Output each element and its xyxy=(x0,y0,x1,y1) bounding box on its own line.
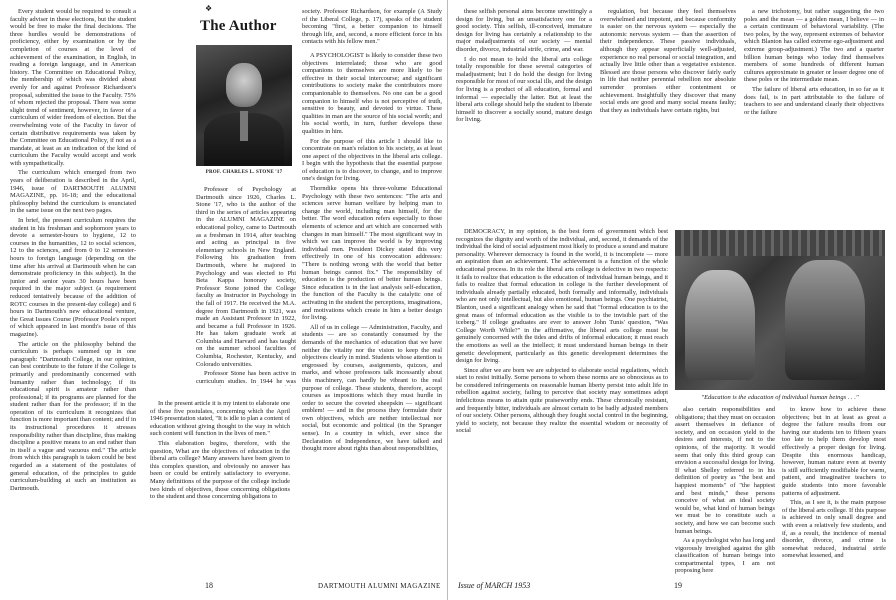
right-column-3-top xyxy=(744,8,884,222)
paragraph: also certain responsibilities and obligations; that they must on occasion assert themselves in defiance of society, and on occasion yield to the desires and interests, if not to the opinions, of the majority. It would seem that only this third group can envision a successful design for living. If what Shelley referred to in his definition of poetry as "the best and happiest moments" of "the happiest and best minds," these persons conceive of what an ideal society would be, what kind of human beings we must be to constitute such a society, and how we can become such human beings. xyxy=(675,406,775,535)
left-column-1 xyxy=(10,8,136,578)
classroom-photo-caption: "Education is the education of individual human beings . . ." xyxy=(701,394,859,401)
paragraph: The article on the philosophy behind the curriculum is perhaps summed up in one paragraph: "Dartmouth College, in our opinion, can best contribute to the future if the College is primarily and predominantly concerned with humanity rather than technology; if its educational spirit is amateur rather than professional; if its programs are planned for the student rather than for the professor; if in the operation of its curriculum it recognizes that function is more important than content; and if in its instructional procedures it stresses responsibility rather than discipline, thus making discipline a positive means to an end rather than in itself a vague and vacuous end." The article from which this paragraph is taken could be best regarded as a statement of the postulates of general education, of the principles to guide curriculum-building at such an institution as Dartmouth. xyxy=(10,340,136,492)
right-column-3-bottom xyxy=(782,406,886,578)
right-column-2-top xyxy=(600,8,736,222)
right-column-1-top xyxy=(456,8,592,222)
left-page-number: 18 xyxy=(205,581,213,590)
article-title: The Author xyxy=(200,18,277,34)
paragraph: DEMOCRACY, in my opinion, is the best form of government which best recognizes the dignity and worth of the individual, and, second, it demands of the individual the kind of social adjustment most likely to produce a sound and mature personality. Wherever democracy is found in the world, it is incomplete — more an aspiration than an achievement. The achievement is a function of the whole educational process. In its role the liberal arts college is defective in two respects: it fails to realize that education is the education of individual human beings, and it fails to realize that formal education in college is the further development of individuals already partially educated, both formally and informally, individuals who are not only intellectual, but also emotional, human beings. One psychiatrist, Blanton, used a significant analogy when he said that "formal education is to the great mass of informal education as the visible is to the invisible part of the iceberg." If college graduates are ever to answer John Tunis' question, "Was College Worth While?" in the affirmative, the liberal arts college must be genuinely concerned with the tides and drifts of informal education; it must reach the emotions as well as the intellect; it must understand human beings in their genetic development, particularly as this genetic development determines the design for living. xyxy=(456,228,668,365)
left-column-3 xyxy=(302,8,442,578)
paragraph: The curriculum which emerged from two years of deliberation is described in the April, 1946, issue of DARTMOUTH ALUMNI MAGAZINE, pp. 16-18; and the educational philosophy behind the curriculum is enunciated in the same issue on the next two pages. xyxy=(10,169,136,215)
paragraph: Professor of Psychology at Dartmouth since 1926, Charles L. Stone '17, who is the author of the third in the series of articles appearing in the ALUMNI MAGAZINE on educational policy, came to Dartmouth as a freshman in 1914, after teaching and acting as principal in five elementary schools in New England. Following his graduation from Dartmouth, where he majored in Psychology and was elected to Phi Beta Kappa honorary society, Professor Stone joined the College faculty as Instructor in Psychology in the fall of 1917. He received the M.A. degree from Dartmouth in 1921, was made an Assistant Professor in 1922, and became a full Professor in 1926. He has taken graduate work at Columbia and Harvard and has taught on the summer school faculties of Columbia, Rochester, Kentucky, and Colorado universities. xyxy=(196,186,296,368)
right-issue-footer: Issue of MARCH 1953 xyxy=(458,581,531,590)
paragraph: I do not mean to hold the liberal arts college totally responsible for these several categories of maladjustment; but I do hold the design for living responsible for most of our social ills, and the design for living is a product of all education, formal and informal — especially the latter. But at least the liberal arts college should help the student to liberate himself to discover a socially sound, mature design for living. xyxy=(456,55,592,124)
paragraph: Professor Stone has been active in curriculum studies. In 1944 he was xyxy=(196,370,296,385)
classroom-photo xyxy=(675,230,885,390)
paragraph: Thorndike opens his three-volume Educational Psychology with these two sentences: "The arts and sciences serve human welfare by helping man to change the world, including man himself, for the better. The word education refers especially to those elements of science and art which are concerned with changes in man himself." The most significant way in which we can improve the world is by improving individual men. President Dickey stated this very effectively in one of his convocation addresses: "There is nothing wrong with the world that better human beings cannot fix." The responsibility of education is the production of better human beings. Since education is in the last analysis self-education, the function of the Faculty is the catalytic one of activating in the student the perceptions, imaginations, and motivations which create in him a better design for living. xyxy=(302,185,442,322)
paragraph: regulation, but because they feel themselves overwhelmed and impotent, and because conformity is easier on the nervous system — especially the autonomic nervous system — than the assertion of their independence. These passive individuals, although they appear superficially well-adjusted, experience no real personal or social integration, and actually live little other than a vegetative existence. Blessed are those persons who discover fairly early in life that neither perennial rebellion nor absolute surrender promises either contentment or achievement. Insightfully they discover that many social ends are good and many social means faulty; that they as individuals have certain rights, but xyxy=(600,8,736,114)
paragraph: This elaboration begins, therefore, with the question, What are the objectives of education in the liberal arts college? Many answers have been given to this complex question, and obviously no answer has been or could be entirely satisfactory to everyone. Many definitions of the purpose of the college include two kinds of objectives, those concerning obligations to the student and those concerning obligations to xyxy=(150,439,290,501)
paragraph: In brief, the present curriculum requires the student in his freshman and sophomore years to devote a semester-hours to hygiene, 12 to courses in the humanities, 12 to social sciences, 12 to the sciences, and from 0 to 12 semester-hours to foreign language (depending on the time after his arrival at Dartmouth when he can demonstrate proficiency in this subject). In the junior and senior years 30 hours have been required in the major subject (a requirement reduced tentatively because of the addition of ROTC courses in the present-day college) and 6 hours in Dartmouth's new educational venture, the Great Issues Course (Professor Poole's report of which appeared in last month's issue of this magazine). xyxy=(10,217,136,338)
right-column-2-bottom xyxy=(675,406,775,578)
left-running-footer: DARTMOUTH ALUMNI MAGAZINE xyxy=(318,582,441,590)
paragraph: For the purpose of this article I should like to concentrate on man's relation to his society, as at least one aspect of the objectives in the liberal arts college. I begin with the hypothesis that the essential purpose of education is to discover, to change, and to improve one's design for living. xyxy=(302,137,442,183)
author-bio xyxy=(196,186,296,386)
right-column-1-bottom xyxy=(456,228,668,578)
paragraph: Since after we are born we are subjected to elaborate social regulations, which start to resist initially. Some persons to whom these norms are so obnoxious as to be considered infringements on reasonable human liberty persist into adult life in rebellion against society, failing to perceive that society may sometimes adopt infelicitous means to attain quite praiseworthy ends. These chronically resistant, and frequently bitter, individuals are almost certain to be badly adjusted members of our society. Other persons, although they fought social control in the beginning, yield to society, not because they realize the essential wisdom or necessity of social xyxy=(456,366,668,435)
ornament-icon: ❖ xyxy=(205,4,213,13)
left-column-2-bottom xyxy=(150,400,290,576)
paragraph: The failure of liberal arts education, in so far as it does fail, is in part attributable to the failure of teachers to see and understand clearly their objectives or the failure xyxy=(744,85,884,116)
paragraph: to know how to achieve these objectives; but in at least as great a degree the failure results from our having our students ten to fifteen years too late to help them develop most effectively a proper design for living. Despite this enormous handicap, however, human nature even at twenty is still sufficiently modifiable for warm, patient, and imaginative teachers to guide students into more favorable patterns of adjustment. xyxy=(782,406,886,497)
col3-intro-top: society. Professor Richardson, for example (A Study of the Liberal College, p. 17), speaks of the student becoming "first, a better companion to himself through life, and, second, a more efficient force in his contacts with his fellow men." xyxy=(302,8,442,46)
paragraph: This, as I see it, is the main purpose of the liberal arts college. If this purpose is achieved in only small degree and with even a relatively few students, and if, as a result, the incidence of mental disorder, divorce, and crime is somewhat reduced, industrial strife somewhat lessened, and xyxy=(782,499,886,560)
paragraph: Every student would be required to consult a faculty adviser in these elections, but the student would be free to make the final decisions. The three hurdles would be demonstrations of proficiency, either by examination or by the completion of courses at the level of achievement of the examination, in English, in reading a foreign language, and in American history. The Committee on Educational Policy, the membership of which was divided about evenly for and against Professor Richardson's proposal, submitted the issue to the Faculty. 75% of whom rejected the proposal. There was some slight trend of sentiment, however, in favor of a curriculum of wider freedom of election. But the overwhelming vote of the Faculty in favor of certain distributive requirements was taken by the Committee on Educational Policy, if not as a mandate, at least as an indication of the kind of curriculum the Faculty would accept and work with sympathetically. xyxy=(10,8,136,167)
paragraph: a new trichotomy, but rather suggesting the two poles and the mean — a golden mean, I believe — in a certain continuum of behavioral variability. (The two poles, by the way, represent extremes of behavior which Blanton has called extreme ego-adjustment and extreme group-adjustment.) The two and a quarter billion human beings who today find themselves members of some hundreds of different human cultures approximate in greater or lesser degree one of these poles or the intermediate mean. xyxy=(744,8,884,84)
paragraph: All of us in college — Administration, Faculty, and students — are so constantly consumed by the demands of the mechanics of education that we have neither the vitality nor the vision to keep the real objectives clearly in mind. Students whose attention is engrossed by courses, assignments, quizzes, and marks, and whose professors talk incessantly about this machinery, can hardly be vibrant to the real purpose of college. These students, therefore, accept courses as impositions which they must hurdle in order to secure the coveted sheepskin — significant emblem! — and in the process they formulate their own objectives, which are neither intellectual nor social, but economic and political (in the Spranger sense). In a country in which, ever since the Declaration of Independence, we have talked and thought more about rights than about responsibilities, xyxy=(302,323,442,453)
right-page-number: 19 xyxy=(674,581,682,590)
paragraph: In the present article it is my intent to elaborate one of these five postulates, concerning which the April 1946 presentation stated, "It is idle to plan a content of education without giving thought to the way in which such content will function in the lives of men." xyxy=(150,400,290,438)
paragraph: these selfish personal aims become unwittingly a design for living, but an unsatisfactory one for a good society. This selfish, ill-conceived, immature design for living has certainly a relationship to the major maladjustments of our society — mental disorder, divorce, industrial strife, crime, and war. xyxy=(456,8,592,53)
portrait-caption: PROF. CHARLES L. STONE '17 xyxy=(205,170,283,175)
right-page xyxy=(448,0,896,600)
paragraph: A PSYCHOLOGIST is likely to consider these two objectives interrelated; those who are good companions to themselves are more likely to be effective in their social intercourse; and significant contributions to society make the contributors more companionable to themselves. No one can be a good companion to himself who is not perceptive of truth, sensitive to beauty, and devoted to virtue. These qualities in man are the source of his social worth; and his social worth, in turn, further develops these qualities in him. xyxy=(302,51,442,135)
author-portrait xyxy=(196,45,292,166)
paragraph: As a psychologist who has long and vigorously inveighed against the glib classification of human beings into compartmental types, I am not proposing here xyxy=(675,537,775,575)
